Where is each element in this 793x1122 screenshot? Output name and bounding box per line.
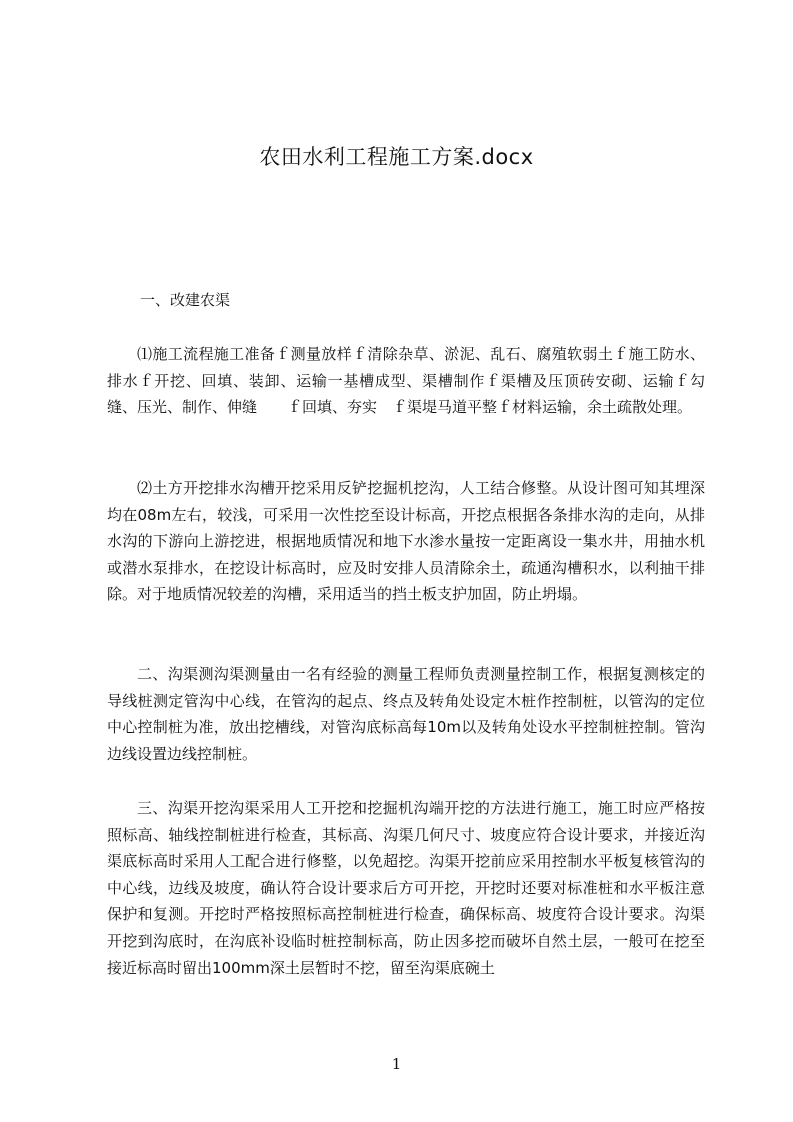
paragraph-construction-flow: ⑴施工流程施工准备ｆ测量放样ｆ清除杂草、淤泥、乱石、腐殖软弱土ｆ施工防水、排水ｆ开挖、回填、装卸、运输一基槽成型、渠槽制作ｆ渠槽及压顶砖安砌、运输ｆ勾缝、压光、制作、伸缝 ｆ回填、夯实 ｆ渠堤马道平整ｆ材料运输，余土疏散处理。 — [107, 345, 705, 417]
document-title: 农田水利工程施工方案.docx — [259, 145, 534, 169]
section-heading: 一、改建农渠 — [140, 291, 231, 309]
paragraph-channel-excavation: 三、沟渠开挖沟渠采用人工开挖和挖掘机沟端开挖的方法进行施工，施工时应严格按照标高、轴线控制桩进行检查，其标高、沟渠几何尺寸、坡度应符合设计要求，并接近沟渠底标高时采用人工配合进行修整，以免超挖。沟渠开挖前应采用控制水平板复核管沟的中心线，边线及坡度，确认符合设计要求后方可开挖，开挖时还要对标准桩和水平板注意保护和复测。开挖时严格按照标高控制桩进行检查，确保标高、坡度符合设计要求。沟渠开挖到沟底时，在沟底补设临时桩控制标高，防止因多挖而破坏自然土层，一般可在挖至接近标高时留出100mm深土层暂时不挖，留至沟渠底碗土 — [107, 799, 705, 977]
paragraph-earthwork-excavation: ⑵土方开挖排水沟槽开挖采用反铲挖掘机挖沟，人工结合修整。从设计图可知其埋深均在08m左右，较浅，可采用一次性挖至设计标高，开挖点根据各条排水沟的走向，从排水沟的下游向上游挖进，根据地质情况和地下水渗水量按一定距离设一集水井，用抽水机或潜水泵排水，在挖设计标高时，应及时安排人员清除余土，疏通沟槽积水，以利抽干排除。对于地质情况较差的沟槽，采用适当的挡土板支护加固，防止坍塌。 — [107, 479, 705, 604]
page-number: 1 — [391, 1055, 402, 1073]
paragraph-channel-survey: 二、沟渠测沟渠测量由一名有经验的测量工程师负责测量控制工作，根据复测核定的导线桩测定管沟中心线，在管沟的起点、终点及转角处设定木桩作控制桩，以管沟的定位中心控制桩为准，放出挖槽线，对管沟底标高每10m以及转角处设水平控制桩控制。管沟边线设置边线控制桩。 — [107, 665, 705, 763]
